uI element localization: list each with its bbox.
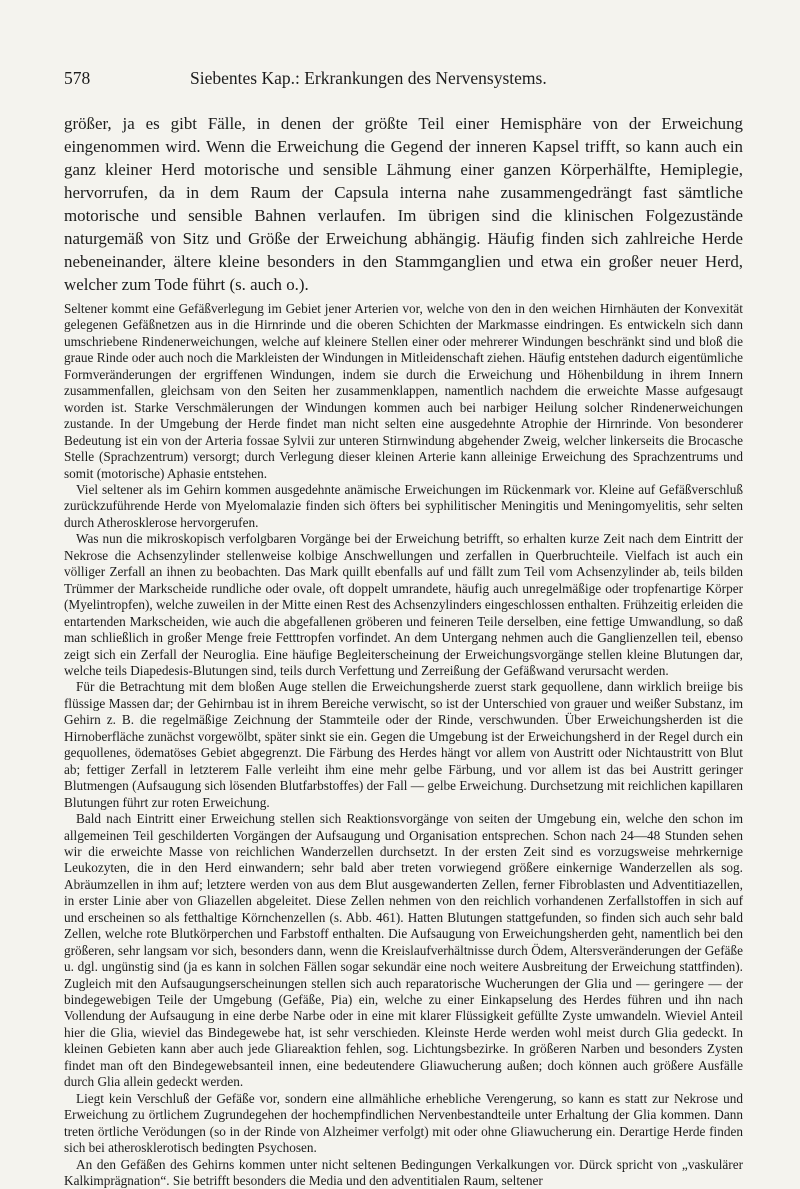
body-text	[64, 112, 743, 1189]
page-number: 578	[64, 68, 91, 88]
paragraph: An den Gefäßen des Gehirns kommen unter nicht seltenen Bedingungen Verkalkungen vor. Dürck spricht von „vaskulärer Kalkimprägnation“. Sie betrifft besonders die Media und den adventitialen Raum, seltener	[64, 1156, 743, 1189]
paragraph: Was nun die mikroskopisch verfolgbaren Vorgänge bei der Erweichung betrifft, so erhalten kurze Zeit nach dem Eintritt der Nekrose die Achsenzylinder stellenweise kolbige Anschwellungen und zerfallen in Querbruchteile. Vielfach ist auch ein völliger Zerfall an ihnen zu beobachten. Das Mark quillt ebenfalls auf und fällt zum Teil vom Achsenzylinder ab, teils bilden Trümmer der Markscheide rundliche oder ovale, oft doppelt umrandete, häufig auch unregelmäßige oder tropfenartige Körper (Myelintropfen), welche zuweilen in der Mitte einen Rest des Achsenzylinders eingeschlossen enthalten. Frühzeitig erleiden die entartenden Markscheiden, wie auch die abgefallenen gröberen und feineren Teile derselben, eine fettige Umwandlung, so daß man schließlich in großer Menge freie Fetttropfen vorfindet. An dem Untergang nehmen auch die Ganglienzellen teil, ebenso zeigt sich ein Zerfall der Neuroglia. Eine häufige Begleiterscheinung der Erweichungsvorgänge stellen kleine Blutungen dar, welche teils Diapedesis-Blutungen sind, teils durch Verfettung und Zerreißung der Gefäßwand verursacht werden.	[64, 531, 743, 678]
paragraph: Viel seltener als im Gehirn kommen ausgedehnte anämische Erweichungen im Rückenmark vor. Kleine auf Gefäßverschluß zurückzuführende Herde von Myelomalazie finden sich öfters bei syphilitischer Meningitis und Meningomyelitis, sehr selten durch Atherosklerose hervorgerufen.	[64, 481, 743, 530]
paragraph: Liegt kein Verschluß der Gefäße vor, sondern eine allmähliche erhebliche Verengerung, so kann es statt zur Nekrose und Erweichung zu örtlichem Zugrundegehen der hochempfindlichen Nervenbestandteile unter Erhaltung der Glia kommen. Dann treten örtliche Verödungen (so in der Rinde von Alzheimer verfolgt) mit oder ohne Gliawucherung ein. Derartige Herde finden sich bei atherosklerotisch bedingten Psychosen.	[64, 1090, 743, 1156]
small-print-section	[64, 301, 743, 1189]
paragraph: Bald nach Eintritt einer Erweichung stellen sich Reaktionsvorgänge von seiten der Umgebung ein, welche den schon im allgemeinen Teil geschilderten Vorgängen der Aufsaugung und Organisation entsprechen. Schon nach 24—48 Stunden sehen wir die erweichte Masse von reichlichen Wanderzellen durchsetzt. In der ersten Zeit sind es vorzugsweise mehrkernige Leukozyten, die in den Herd einwandern; sehr bald aber treten vorwiegend größere einkernige Wanderzellen als sog. Abräumzellen in ihm auf; letztere werden von aus dem Blut ausgewanderten Zellen, ferner Fibroblasten und Adventitiazellen, in erster Linie aber von Gliazellen abgeleitet. Diese Zellen nehmen von den reichlich vorhandenen Zerfallstoffen in sich auf und erscheinen so als fetthaltige Körnchenzellen (s. Abb. 461). Hatten Blutungen stattgefunden, so finden sich auch sehr bald Zellen, welche rote Blutkörperchen und Farbstoff enthalten. Die Aufsaugung von Erweichungsherden geht, namentlich bei den größeren, sehr langsam vor sich, besonders dann, wenn die Kreislaufverhältnisse durch Ödem, Altersveränderungen der Gefäße u. dgl. ungünstig sind (ja es kann in solchen Fällen sogar sekundär eine noch weitere Ausbreitung der Erweichung stattfinden). Zugleich mit den Aufsaugungserscheinungen stellen sich auch reparatorische Wucherungen der Glia und — geringere — der bindegewebigen Teile der Umgebung (Gefäße, Pia) ein, welche zu einer Einkapselung des Herdes führen und ihn nach Vollendung der Aufsaugung in eine derbe Narbe oder in eine mit klarer Flüssigkeit gefüllte Zyste umwandeln. Wieviel Anteil hier die Glia, wieviel das Bindegewebe hat, ist sehr verschieden. Kleinste Herde werden wohl meist durch Glia gedeckt. In kleinen Gebieten kann aber auch jede Gliareaktion fehlen, sog. Lichtungsbezirke. In größeren Narben und besonders Zysten findet man oft den Bindegewebsanteil innen, eine bedeutendere Gliawucherung außen; doch können auch größere Ausfälle durch Glia allein gedeckt werden.	[64, 811, 743, 1090]
paragraph: Für die Betrachtung mit dem bloßen Auge stellen die Erweichungsherde zuerst stark gequollene, dann wirklich breiige bis flüssige Massen dar; der Gehirnbau ist in ihrem Bereiche verwischt, so ist der Unterschied von grauer und weißer Substanz, im Gehirn z. B. die regelmäßige Zeichnung der Stammteile oder der Rinde, verschwunden. Über Erweichungsherden ist die Hirnoberfläche zunächst vorgewölbt, später sinkt sie ein. Gegen die Umgebung ist der Erweichungsherd in der Regel durch ein gequollenes, ödematöses Gebiet abgegrenzt. Die Färbung des Herdes hängt vor allem von Austritt oder Nichtaustritt von Blut ab; fettiger Zerfall in letzterem Falle verleiht ihm eine mehr gelbe Färbung, und vor allem ist das bei Austritt geringer Blutmengen (Aufsaugung sich lösenden Blutfarbstoffes) der Fall — gelbe Erweichung. Durchsetzung mit reichlichen kapillaren Blutungen führt zur roten Erweichung.	[64, 679, 743, 810]
page-header	[64, 68, 744, 90]
running-title: Siebentes Kap.: Erkrankungen des Nervensystems.	[190, 68, 547, 88]
paragraph: größer, ja es gibt Fälle, in denen der größte Teil einer Hemisphäre von der Erweichung eingenommen wird. Wenn die Erweichung die Gegend der inneren Kapsel trifft, so kann auch ein ganz kleiner Herd motorische und sensible Lähmung einer ganzen Körperhälfte, Hemiplegie, hervorrufen, da in dem Raum der Capsula interna nahe zusammengedrängt fast sämtliche motorische und sensible Bahnen verlaufen. Im übrigen sind die klinischen Folgezustände naturgemäß von Sitz und Größe der Erweichung abhängig. Häufig finden sich zahlreiche Herde nebeneinander, ältere kleine besonders in den Stammganglien und etwa ein großer neuer Herd, welcher zum Tode führt (s. auch o.).	[64, 114, 743, 294]
paragraph: Seltener kommt eine Gefäßverlegung im Gebiet jener Arterien vor, welche von den in den weichen Hirnhäuten der Konvexität gelegenen Gefäßnetzen aus in die Hirnrinde und die oberen Schichten der Markmasse eindringen. Es entwickeln sich dann umschriebene Rindenerweichungen, welche auf kleinere Stellen einer oder mehrerer Windungen beschränkt sind und bloß die graue Rinde oder auch noch die Markleisten der Windungen in Mitleidenschaft ziehen. Häufig entstehen dadurch eigentümliche Formveränderungen der ergriffenen Windungen, indem sie durch die Erweichung und Höhenbildung in ihrem Innern zusammenfallen, gleichsam von den Seiten her zusammenklappen, namentlich nachdem die erweichte Masse aufgesaugt worden ist. Starke Verschmälerungen der Windungen kommen auch bei narbiger Heilung solcher Rindenerweichungen zustande. In der Umgebung der Herde findet man nicht selten eine ausgedehnte Atrophie der Hirnrinde. Von besonderer Bedeutung ist ein von der Arteria fossae Sylvii zur unteren Stirnwindung abgehender Zweig, welcher linkerseits die Brocasche Stelle (Sprachzentrum) versorgt; durch Verlegung dieser kleinen Arterie kann alleinige Erweichung des Sprachzentrums und somit (motorische) Aphasie entstehen.	[64, 301, 743, 481]
large-print-section	[64, 112, 743, 296]
